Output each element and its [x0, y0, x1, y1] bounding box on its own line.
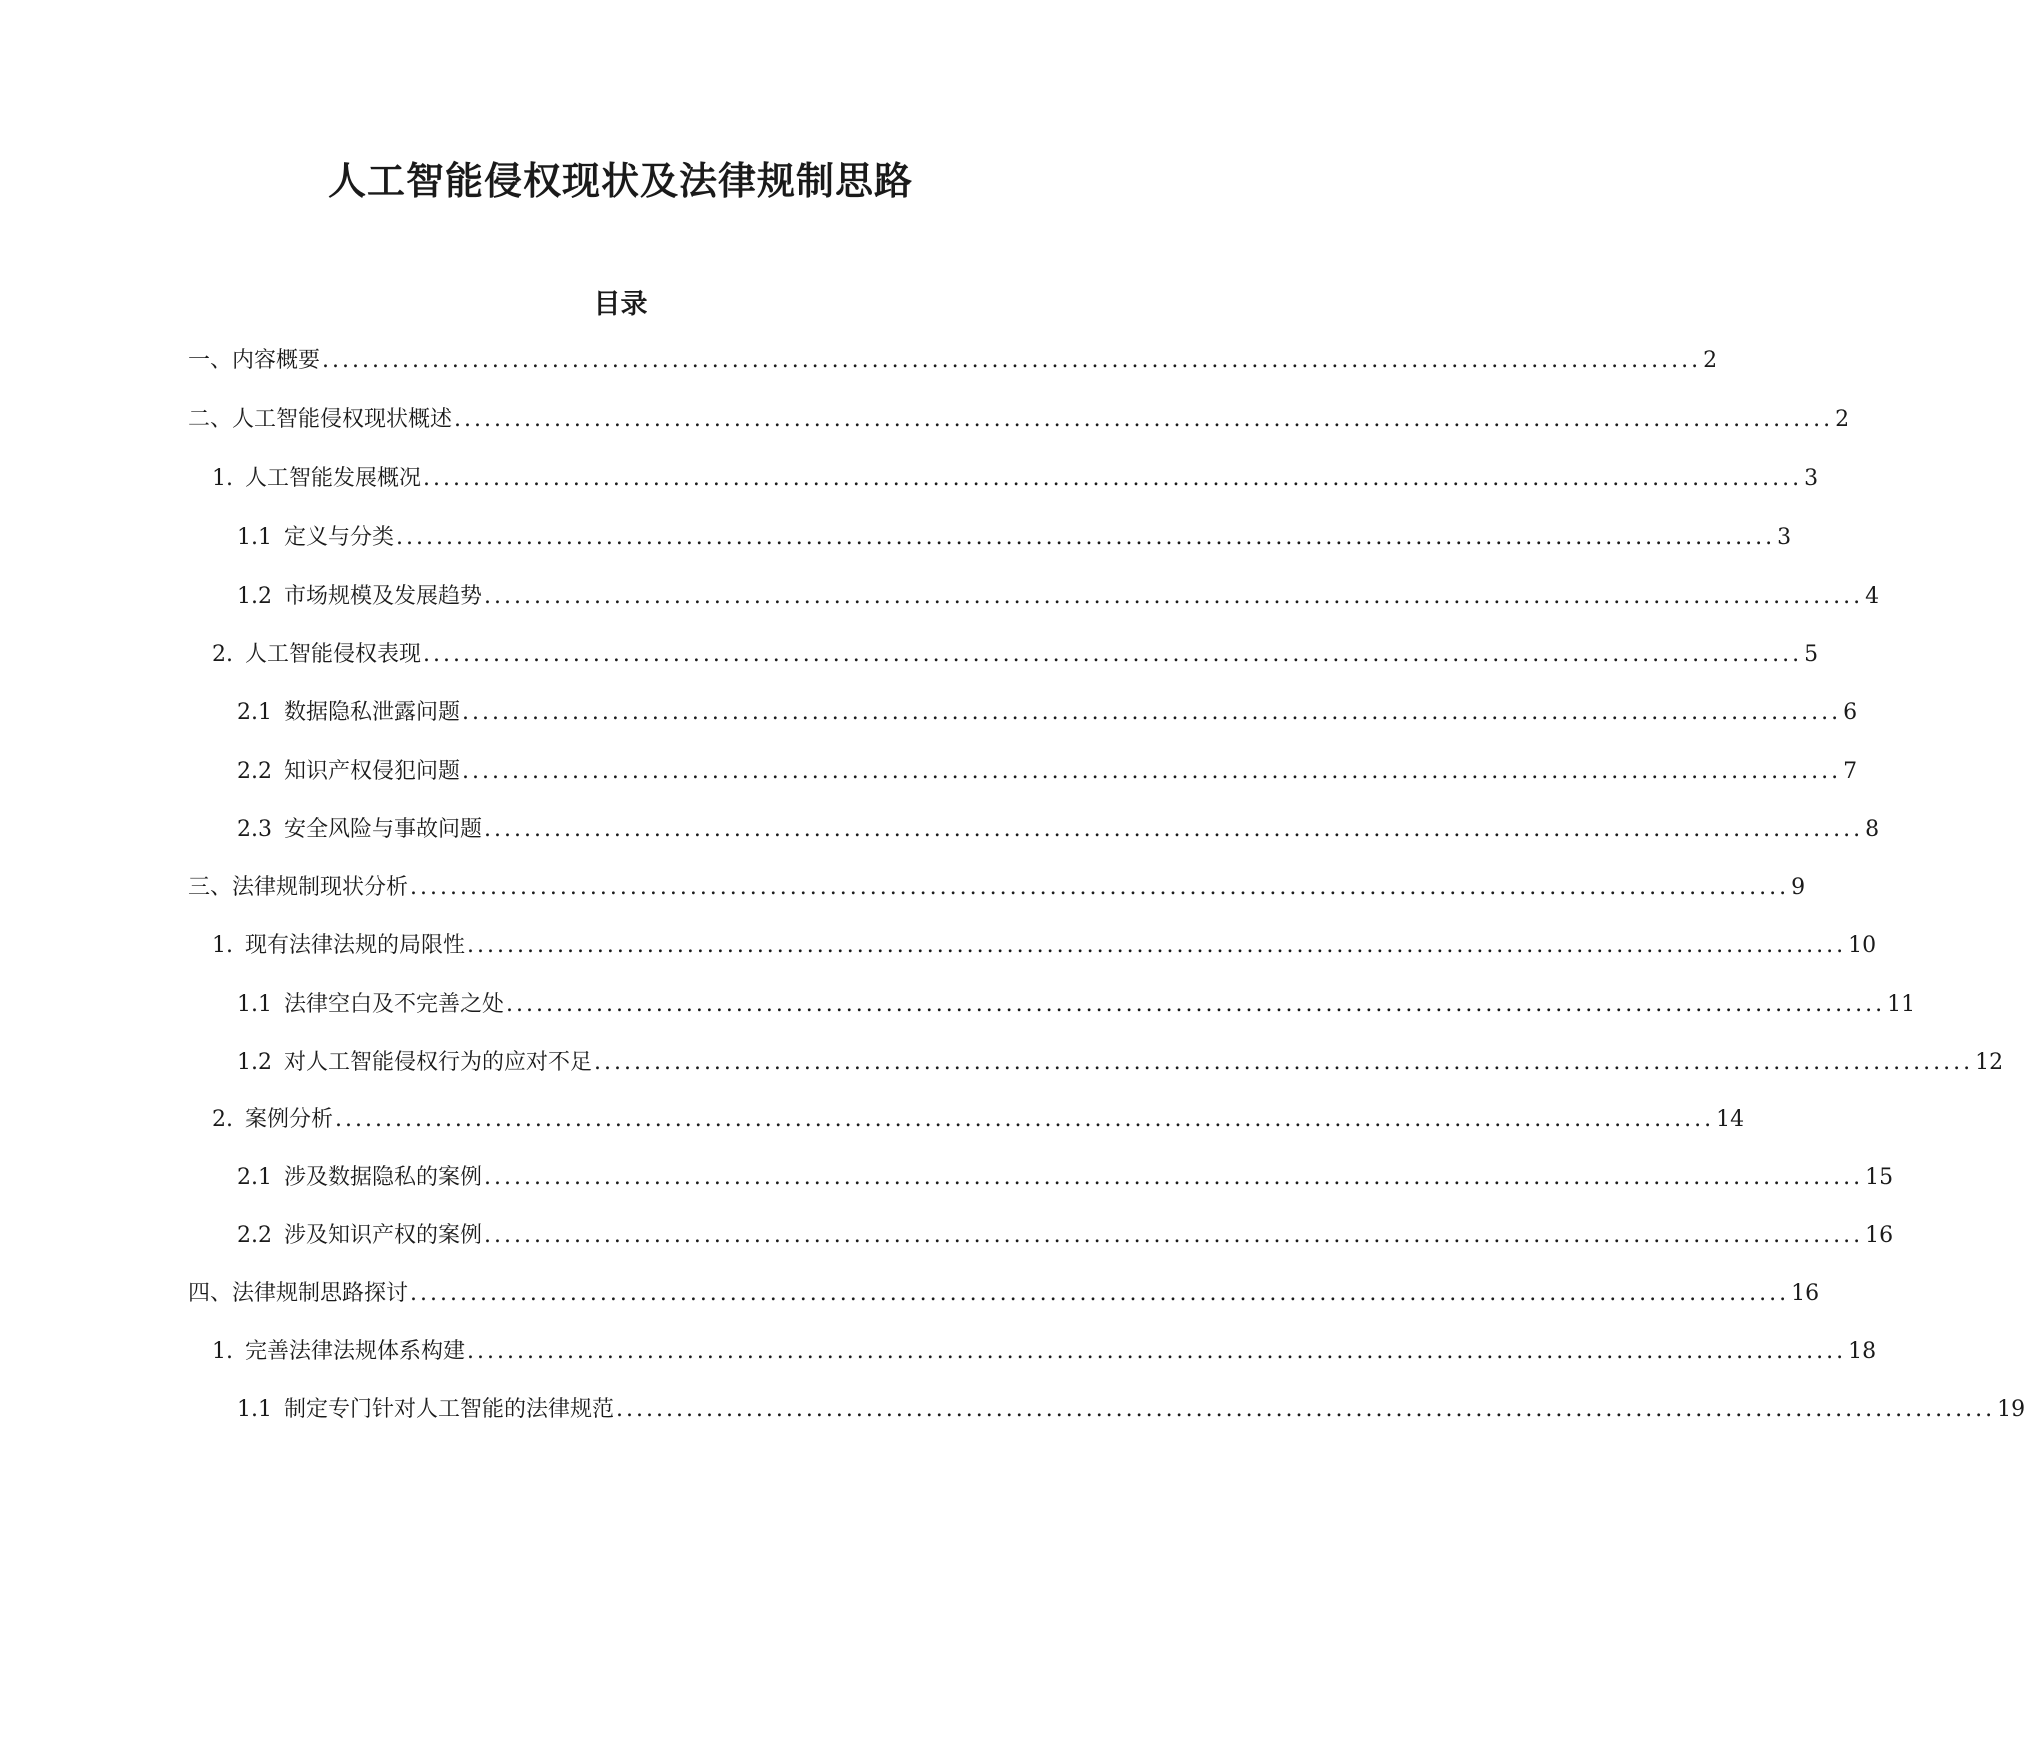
toc-page-number: 9 [1791, 875, 1806, 900]
toc-page-number: 5 [1804, 642, 1819, 667]
toc-entry-ai-development[interactable] [212, 464, 1819, 494]
toc-leader: .......................................................................................................................................... [335, 1107, 1715, 1132]
toc-entry-ai-specific-law[interactable] [237, 1395, 2025, 1425]
toc-entry-number: 2. [212, 1107, 233, 1132]
toc-page-number: 19 [1997, 1397, 2025, 1422]
toc-entry-text: 人工智能发展概况 [245, 466, 422, 491]
toc-entry-ip-cases[interactable] [237, 1221, 1894, 1251]
toc-entry-number: 1.1 [237, 525, 272, 550]
toc-entry-improve-legal-system[interactable] [212, 1337, 1877, 1367]
toc-entry-insufficient-response[interactable] [237, 1048, 2004, 1078]
toc-page-number: 8 [1865, 817, 1880, 842]
toc-leader: .......................................................................................................................................... [467, 933, 1847, 958]
toc-leader: .......................................................................................................................................... [616, 1397, 1996, 1422]
toc-entry-number: 1.2 [237, 584, 272, 609]
toc-entry-market-size[interactable] [237, 582, 1880, 612]
toc-entry-text: 定义与分类 [284, 525, 395, 550]
toc-leader: .......................................................................................................................................... [423, 642, 1803, 667]
toc-entry-number: 1. [212, 466, 233, 491]
toc-entry-law-limitations[interactable] [212, 931, 1877, 961]
toc-entry-text: 人工智能侵权表现 [245, 642, 422, 667]
toc-page-number: 7 [1843, 759, 1858, 784]
toc-entry-number: 1. [212, 1339, 233, 1364]
toc-page-number: 6 [1843, 700, 1858, 725]
toc-page-number: 3 [1777, 525, 1792, 550]
toc-entry-definition-classification[interactable] [237, 523, 1792, 553]
toc-entry-text: 安全风险与事故问题 [284, 817, 483, 842]
toc-leader: .......................................................................................................................................... [484, 1165, 1864, 1190]
toc-page-number: 16 [1865, 1223, 1894, 1248]
toc-page-number: 10 [1848, 933, 1877, 958]
toc-entry-legal-gaps[interactable] [237, 990, 1916, 1020]
toc-entry-text: 涉及数据隐私的案例 [284, 1165, 483, 1190]
toc-entry-number: 1. [212, 933, 233, 958]
toc-entry-number: 1.1 [237, 1397, 272, 1422]
toc-leader: .......................................................................................................................................... [484, 817, 1864, 842]
toc-entry-legal-regulation-analysis[interactable] [188, 873, 1806, 903]
toc-entry-number: 2.2 [237, 759, 272, 784]
toc-entry-number: 1.2 [237, 1050, 272, 1075]
toc-entry-text: 二、人工智能侵权现状概述 [188, 407, 453, 432]
toc-entry-text: 完善法律法规体系构建 [245, 1339, 466, 1364]
toc-entry-text: 法律空白及不完善之处 [284, 992, 505, 1017]
toc-entry-content-overview[interactable] [188, 346, 1718, 376]
toc-entry-text: 制定专门针对人工智能的法律规范 [284, 1397, 615, 1422]
toc-entry-text: 现有法律法规的局限性 [245, 933, 466, 958]
toc-page-number: 3 [1804, 466, 1819, 491]
toc-entry-text: 对人工智能侵权行为的应对不足 [284, 1050, 593, 1075]
toc-leader: .......................................................................................................................................... [410, 1281, 1790, 1306]
toc-entry-regulation-approaches[interactable] [188, 1279, 1820, 1309]
toc-entry-text: 知识产权侵犯问题 [284, 759, 461, 784]
toc-leader: .......................................................................................................................................... [462, 759, 1842, 784]
toc-leader: .......................................................................................................................................... [423, 466, 1803, 491]
toc-page-number: 15 [1865, 1165, 1894, 1190]
toc-leader: .......................................................................................................................................... [322, 348, 1702, 373]
toc-entry-text: 四、法律规制思路探讨 [188, 1281, 409, 1306]
toc-leader: .......................................................................................................................................... [484, 1223, 1864, 1248]
toc-entry-infringement-forms[interactable] [212, 640, 1819, 670]
toc-page-number: 14 [1716, 1107, 1745, 1132]
toc-leader: .......................................................................................................................................... [396, 525, 1776, 550]
toc-entry-text: 一、内容概要 [188, 348, 321, 373]
toc-page-number: 18 [1848, 1339, 1877, 1364]
toc-entry-infringement-overview[interactable] [188, 405, 1850, 435]
toc-leader: .......................................................................................................................................... [454, 407, 1834, 432]
toc-entry-privacy-cases[interactable] [237, 1163, 1894, 1193]
document-title: 人工智能侵权现状及法律规制思路 [327, 158, 913, 203]
toc-leader: .......................................................................................................................................... [467, 1339, 1847, 1364]
toc-entry-number: 2.3 [237, 817, 272, 842]
toc-entry-number: 2.1 [237, 1165, 272, 1190]
toc-entry-number: 2.2 [237, 1223, 272, 1248]
toc-heading: 目录 [593, 289, 648, 320]
toc-entry-number: 1.1 [237, 992, 272, 1017]
toc-leader: .......................................................................................................................................... [484, 584, 1864, 609]
toc-leader: .......................................................................................................................................... [594, 1050, 1974, 1075]
toc-entry-data-privacy[interactable] [237, 698, 1858, 728]
toc-entry-ip-infringement[interactable] [237, 757, 1858, 787]
toc-entry-text: 案例分析 [245, 1107, 334, 1132]
toc-page-number: 11 [1887, 992, 1916, 1017]
toc-page-number: 4 [1865, 584, 1880, 609]
toc-entry-text: 数据隐私泄露问题 [284, 700, 461, 725]
toc-entry-number: 2. [212, 642, 233, 667]
toc-page-number: 16 [1791, 1281, 1820, 1306]
toc-page-number: 2 [1835, 407, 1850, 432]
toc-entry-text: 市场规模及发展趋势 [284, 584, 483, 609]
toc-page-number: 2 [1703, 348, 1718, 373]
toc-page-number: 12 [1975, 1050, 2004, 1075]
toc-leader: .......................................................................................................................................... [462, 700, 1842, 725]
toc-leader: .......................................................................................................................................... [506, 992, 1886, 1017]
toc-entry-case-analysis[interactable] [212, 1105, 1745, 1135]
toc-entry-text: 三、法律规制现状分析 [188, 875, 409, 900]
toc-entry-text: 涉及知识产权的案例 [284, 1223, 483, 1248]
toc-entry-safety-risk[interactable] [237, 815, 1880, 845]
toc-entry-number: 2.1 [237, 700, 272, 725]
toc-leader: .......................................................................................................................................... [410, 875, 1790, 900]
